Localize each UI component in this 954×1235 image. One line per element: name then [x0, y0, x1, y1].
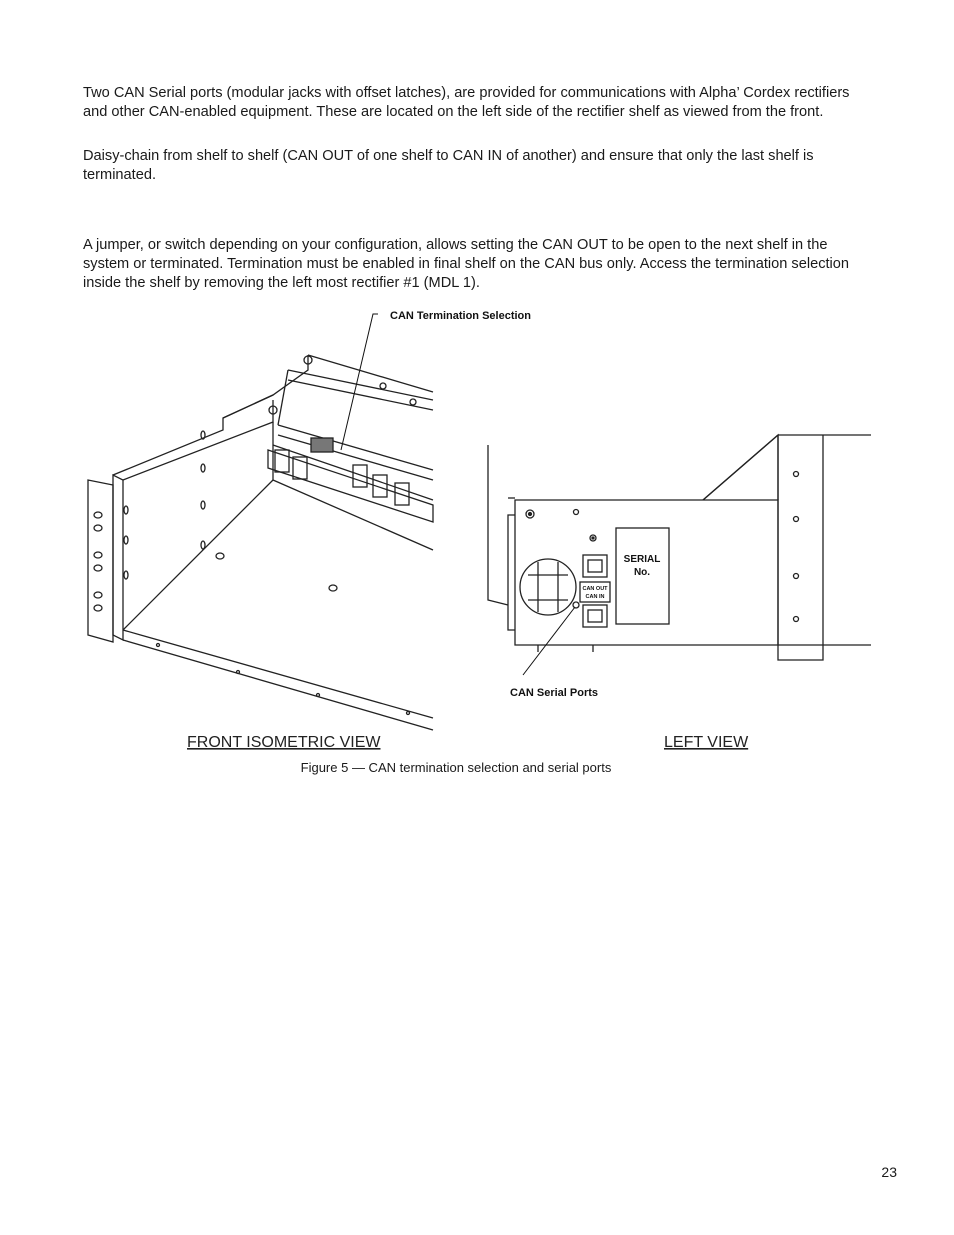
figure-can-termination — [83, 300, 883, 760]
paragraph-termination-jumper: A jumper, or switch depending on your configuration, allows setting the CAN OUT to be open to the next shelf in the system or terminated. Termination must be enabled in final shelf on the CAN bus only. Access the termination selection inside the shelf by removing the left most rectifier #1 (MDL 1). — [83, 237, 850, 291]
can-out-label: CAN OUT — [582, 586, 608, 592]
serial-no-label: No. — [633, 567, 651, 578]
figure-caption — [0, 760, 954, 775]
front-isometric-view-label: FRONT ISOMETRIC VIEW — [187, 734, 381, 751]
callout-can-serial-ports: CAN Serial Ports — [510, 687, 599, 699]
paragraph-daisy-chain: Daisy-chain from shelf to shelf (CAN OUT of one shelf to CAN IN of another) and ensure that only the last shelf is terminated. — [83, 148, 814, 183]
front-isometric-drawing — [88, 355, 433, 730]
page-number: 23 — [881, 1164, 897, 1180]
can-in-label: CAN IN — [585, 594, 605, 600]
callout-can-termination-selection: CAN Termination Selection — [390, 310, 531, 322]
left-view-drawing — [488, 435, 871, 660]
figure-caption-text: Figure 5 — CAN termination selection and serial ports — [300, 760, 612, 775]
paragraph-can-serial-ports: Two CAN Serial ports (modular jacks with offset latches), are provided for communications with Alpha’ Cordex rectifiers and other CAN-enabled equipment. These are located on the left side of the rectifier shelf as viewed from the front. — [83, 85, 850, 120]
serial-label: SERIAL — [623, 554, 661, 565]
left-view-label: LEFT VIEW — [664, 734, 749, 751]
